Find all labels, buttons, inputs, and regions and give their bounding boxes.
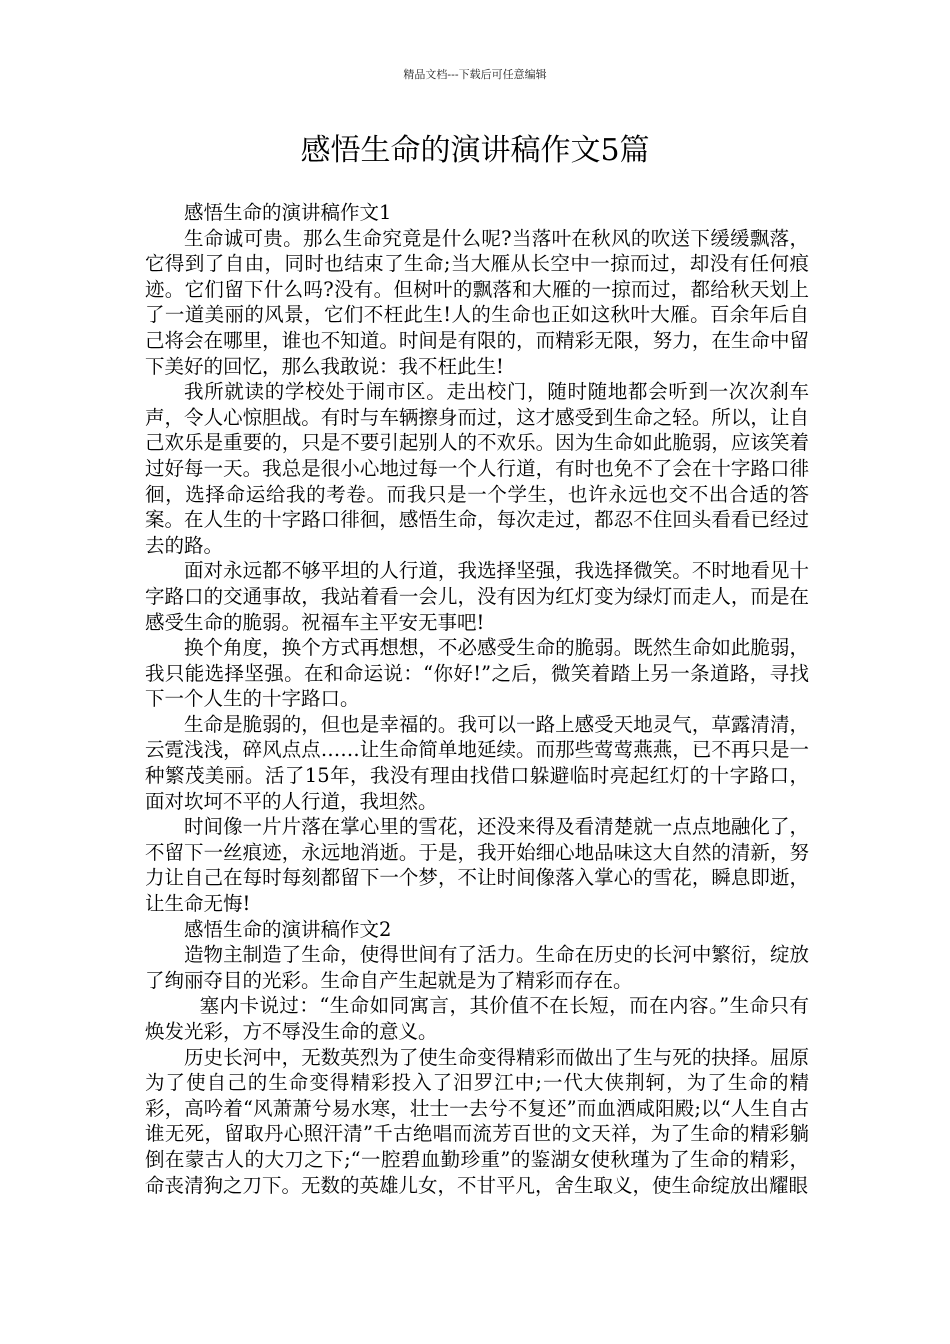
- section-heading: 感悟生命的演讲稿作文2: [184, 917, 392, 941]
- section-heading: 感悟生命的演讲稿作文1: [184, 201, 392, 224]
- paragraph: 生命诚可贵。那么生命究竟是什么呢?当落叶在秋风的吹送下缓缓飘落，它得到了自由，同时也结束了生命;当大雁从长空中一掠而过，却没有任何痕迹。它们留下什么吗?没有。但树叶的飘落和大雁的一掠而过，都给秋天划上了一道美丽的风景，它们不枉此生!人的生命也正如这秋叶大雁。百余年后自己将会在哪里，谁也不知道。时间是有限的，而精彩无限，努力，在生命中留下美好的回忆，那么我敢说：我不枉此生!: [145, 226, 809, 378]
- paragraph: 面对永远都不够平坦的人行道，我选择坚强，我选择微笑。不时地看见十字路口的交通事故，我站着看一会儿，没有因为红灯变为绿灯而走人，而是在感受生命的脆弱。祝福车主平安无事吧!: [145, 559, 809, 634]
- paragraph: 塞内卡说过：“生命如同寓言，其价值不在长短，而在内容。”生命只有焕发光彩，方不辱没生命的意义。: [145, 994, 809, 1043]
- document-body: [145, 200, 809, 1198]
- paragraph: 造物主制造了生命，使得世间有了活力。生命在历史的长河中繁衍，绽放了绚丽夺目的光彩。生命自产生起就是为了精彩而存在。: [145, 943, 809, 992]
- paragraph: 生命是脆弱的，但也是幸福的。我可以一路上感受天地灵气，草露清清，云霓浅浅，碎风点点……让生命简单地延续。而那些莺莺燕燕，已不再只是一种繁茂美丽。活了15年，我没有理由找借口躲避临时亮起红灯的十字路口，面对坎坷不平的人行道，我坦然。: [145, 712, 809, 813]
- header-note: 精品文档---下载后可任意编辑: [403, 68, 547, 81]
- paragraph: 换个角度，换个方式再想想，不必感受生命的脆弱。既然生命如此脆弱，我只能选择坚强。在和命运说：“你好!”之后，微笑着踏上另一条道路，寻找下一个人生的十字路口。: [145, 636, 809, 711]
- paragraph: 我所就读的学校处于闹市区。走出校门，随时随地都会听到一次次刹车声，令人心惊胆战。有时与车辆擦身而过，这才感受到生命之轻。所以，让自己欢乐是重要的，只是不要引起别人的不欢乐。因为生命如此脆弱，应该笑着过好每一天。我总是很小心地过每一个人行道，有时也免不了会在十字路口徘徊，选择命运给我的考卷。而我只是一个学生，也许永远也交不出合适的答案。在人生的十字路口徘徊，感悟生命，每次走过，都忍不住回头看看已经过去的路。: [145, 380, 809, 557]
- document-title: 感悟生命的演讲稿作文5篇: [300, 133, 650, 168]
- paragraph: 历史长河中，无数英烈为了使生命变得精彩而做出了生与死的抉择。屈原为了使自己的生命变得精彩投入了汨罗江中;一代大侠荆轲，为了生命的精彩，高吟着“风萧萧兮易水寒，壮士一去兮不复还”而血洒咸阳殿;以“人生自古谁无死，留取丹心照汗清”千古绝唱而流芳百世的文天祥，为了生命的精彩躺倒在蒙古人的大刀之下;“一腔碧血勤珍重”的鉴湖女使秋瑾为了生命的精彩，命丧清狗之刀下。无数的英雄儿女，不甘平凡，舍生取义，使生命绽放出耀眼: [145, 1045, 809, 1197]
- paragraph: 时间像一片片落在掌心里的雪花，还没来得及看清楚就一点点地融化了，不留下一丝痕迹，永远地消逝。于是，我开始细心地品味这大自然的清新，努力让自己在每时每刻都留下一个梦，不让时间像落入掌心的雪花，瞬息即逝，让生命无悔!: [145, 815, 809, 916]
